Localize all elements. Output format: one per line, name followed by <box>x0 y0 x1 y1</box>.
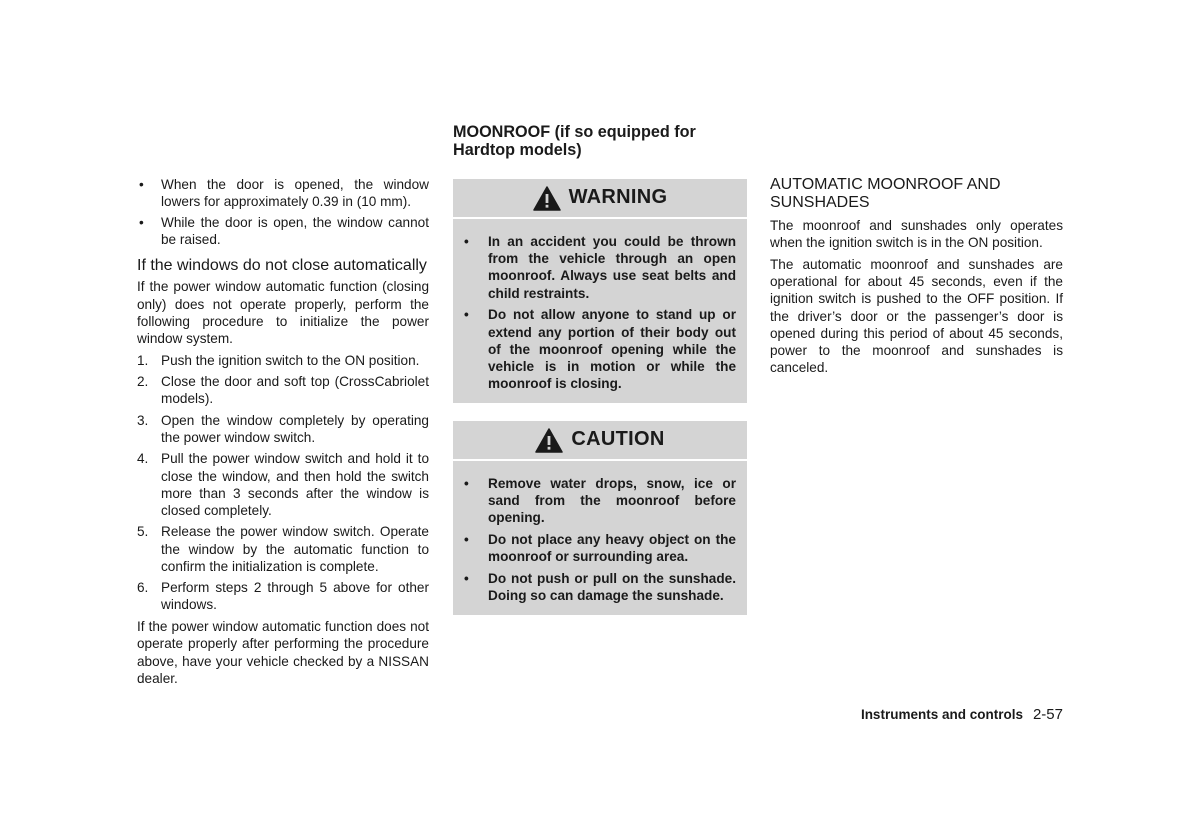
bullet-icon: • <box>139 177 144 192</box>
bullet-icon: • <box>464 476 469 492</box>
door-behavior-list <box>137 176 429 248</box>
section-heading: AUTOMATIC MOONROOF AND SUNSHADES <box>770 176 1001 211</box>
bullet-icon: • <box>464 571 469 587</box>
step-number: 6. <box>137 580 149 596</box>
right-column <box>770 176 1063 381</box>
step-number: 3. <box>137 412 149 428</box>
step-text: Release the power window switch. Operate the window by the automatic function to confirm the initialization is complete. <box>161 524 429 574</box>
step-item <box>137 373 429 407</box>
list-item <box>464 570 736 604</box>
step-number: 5. <box>137 524 149 540</box>
step-item <box>137 412 429 446</box>
caution-body <box>453 461 747 615</box>
caution-triangle-icon <box>535 428 563 453</box>
list-item-text: When the door is opened, the window lowers for approximately 0.39 in (10 mm). <box>161 177 429 210</box>
step-item <box>137 352 429 369</box>
caution-list <box>464 475 736 605</box>
step-item <box>137 523 429 575</box>
list-item-text: While the door is open, the window cannot be raised. <box>161 215 429 248</box>
middle-column <box>453 124 747 633</box>
bullet-icon: • <box>464 234 469 249</box>
warning-label: WARNING <box>568 186 668 209</box>
step-number: 1. <box>137 352 149 368</box>
list-item-text: Do not allow anyone to stand up or extend any portion of their body out of the moonroof opening while the vehicle is in motion or while the moonroof is closing. <box>488 307 736 392</box>
step-item <box>137 450 429 519</box>
body-paragraph: The automatic moonroof and sunshades are operational for about 45 seconds, even if the ignition switch is pushed to the OFF position. If the driver’s door or the passenger’s door is opened during this period of about 45 seconds, power to the moonroof and sunshades is canceled. <box>770 257 1063 376</box>
caution-header <box>453 421 747 461</box>
step-number: 4. <box>137 451 149 467</box>
warning-triangle-icon <box>533 186 561 211</box>
step-text: Open the window completely by operating the power window switch. <box>161 412 429 445</box>
list-item-text: Do not push or pull on the sunshade. Doing so can damage the sunshade. <box>488 571 736 604</box>
section-title: MOONROOF (if so equipped for Hardtop models) <box>453 123 696 159</box>
bullet-icon: • <box>464 532 469 548</box>
list-item <box>464 531 736 565</box>
bullet-icon: • <box>464 307 469 323</box>
list-item-text: Remove water drops, snow, ice or sand from the moonroof before opening. <box>488 476 736 526</box>
step-text: Pull the power window switch and hold it to close the window, and then hold the switch more than 3 seconds after the window is closed completely. <box>161 451 429 518</box>
list-item <box>464 306 736 392</box>
closing-paragraph: If the power window automatic function does not operate properly after performing the procedure above, have your vehicle checked by a NISSAN dealer. <box>137 619 429 686</box>
intro-paragraph: If the power window automatic function (closing only) does not operate properly, perform the following procedure to initialize the power window system. <box>137 279 429 347</box>
left-column <box>137 176 429 692</box>
warning-header <box>453 179 747 219</box>
step-text: Push the ignition switch to the ON position. <box>161 352 420 368</box>
step-item <box>137 579 429 613</box>
warning-body <box>453 219 747 403</box>
footer-section-name: Instruments and controls <box>860 707 1023 722</box>
list-item-text: Do not place any heavy object on the moonroof or surrounding area. <box>488 532 736 565</box>
bullet-icon: • <box>139 215 144 230</box>
warning-list <box>464 233 736 392</box>
caution-box <box>453 421 747 615</box>
step-number: 2. <box>137 374 149 390</box>
list-item <box>464 475 736 527</box>
list-item-text: In an accident you could be thrown from the vehicle through an open moonroof. Always use seat belts and child restraints. <box>488 234 736 301</box>
step-text: Perform steps 2 through 5 above for other windows. <box>161 580 429 613</box>
list-item <box>137 176 429 210</box>
warning-box <box>453 179 747 403</box>
page-number: 2-57 <box>1032 706 1063 723</box>
procedure-steps <box>137 352 429 614</box>
list-item <box>464 233 736 302</box>
list-item <box>137 214 429 248</box>
page-footer <box>861 706 1063 723</box>
step-text: Close the door and soft top (CrossCabriolet models). <box>161 374 429 407</box>
body-paragraph: The moonroof and sunshades only operates when the ignition switch is in the ON position. <box>770 218 1063 251</box>
subsection-heading: If the windows do not close automatically <box>137 257 427 275</box>
caution-label: CAUTION <box>571 428 665 451</box>
